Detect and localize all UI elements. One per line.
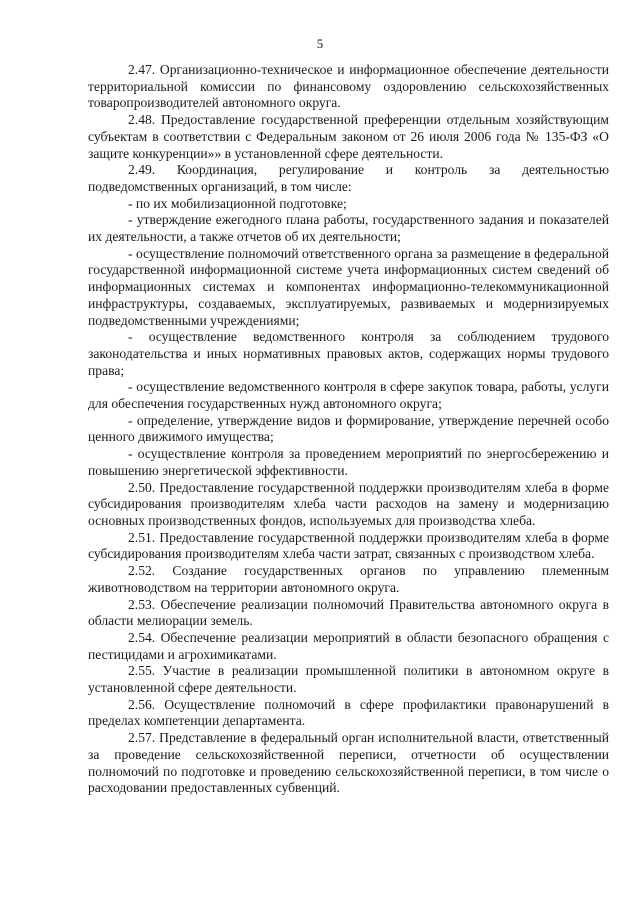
- paragraph-2-52: 2.52. Создание государственных органов по управлению племенным животноводством на территории автономного округа.: [88, 563, 609, 595]
- document-body: [88, 62, 609, 797]
- list-item-work-plan: - утверждение ежегодного плана работы, государственного задания и показателей их деятельности, а также отчетов об их деятельности;: [88, 212, 609, 245]
- paragraph-2-48: 2.48. Предоставление государственной преференции отдельным хозяйствующим субъектам в соответствии с Федеральным законом от 26 июля 2006 года № 135-ФЗ «О защите конкуренции»» в установленной сфере деятельности.: [88, 112, 609, 161]
- paragraph-2-47: 2.47. Организационно-техническое и информационное обеспечение деятельности территориальной комиссии по финансовому оздоровлению сельскохозяйственных товаропроизводителей автономного округа.: [88, 62, 609, 111]
- paragraph-2-53: 2.53. Обеспечение реализации полномочий Правительства автономного округа в области мелиорации земель.: [88, 596, 609, 629]
- paragraph-2-56: 2.56. Осуществление полномочий в сфере профилактики правонарушений в пределах компетенции департамента.: [88, 696, 609, 729]
- list-item-energy-saving: - осуществление контроля за проведением мероприятий по энергосбережению и повышению энергетической эффективности.: [88, 446, 609, 478]
- list-item-property: - определение, утверждение видов и формирование, утверждение перечней особо ценного движимого имущества;: [88, 412, 609, 445]
- paragraph-2-57: 2.57. Представление в федеральный орган исполнительной власти, ответственный за проведение сельскохозяйственной переписи, отчетности об осуществлении полномочий по подготовке и проведению сельскохозяйственной переписи, в том числе о расходовании предоставленных субвенций.: [88, 730, 609, 796]
- paragraph-2-51: 2.51. Предоставление государственной поддержки производителям хлеба в форме субсидирования производителям хлеба части затрат, связанных с производством хлеба.: [88, 529, 609, 562]
- paragraph-2-49: 2.49. Координация, регулирование и контроль за деятельностью подведомственных организаций, в том числе:: [88, 162, 609, 194]
- paragraph-2-55: 2.55. Участие в реализации промышленной политики в автономном округе в установленной сфере деятельности.: [88, 663, 609, 696]
- paragraph-2-50: 2.50. Предоставление государственной поддержки производителям хлеба в форме субсидирования производителям хлеба части расходов на замену и модернизацию основных производственных фондов, используемых для производства хлеба.: [88, 479, 609, 528]
- page-number: 5: [316, 36, 324, 51]
- paragraph-2-54: 2.54. Обеспечение реализации мероприятий в области безопасного обращения с пестицидами и агрохимикатами.: [88, 629, 609, 662]
- list-item-mobilization: - по их мобилизационной подготовке;: [128, 195, 347, 211]
- list-item-labor-control: - осуществление ведомственного контроля за соблюдением трудового законодательства и иных нормативных правовых актов, содержащих нормы трудового права;: [88, 329, 609, 378]
- list-item-procurement-control: - осуществление ведомственного контроля в сфере закупок товара, работы, услуги для обеспечения государственных нужд автономного округа;: [88, 379, 609, 412]
- list-item-information-systems: - осуществление полномочий ответственного органа за размещение в федеральной государственной информационной системе учета информационных систем сведений об информационных системах и компонентах информационно-телекоммуникационной инфраструктуры, создаваемых, эксплуатируемых, развиваемых и модернизируемых подведомственными учреждениями;: [88, 245, 609, 328]
